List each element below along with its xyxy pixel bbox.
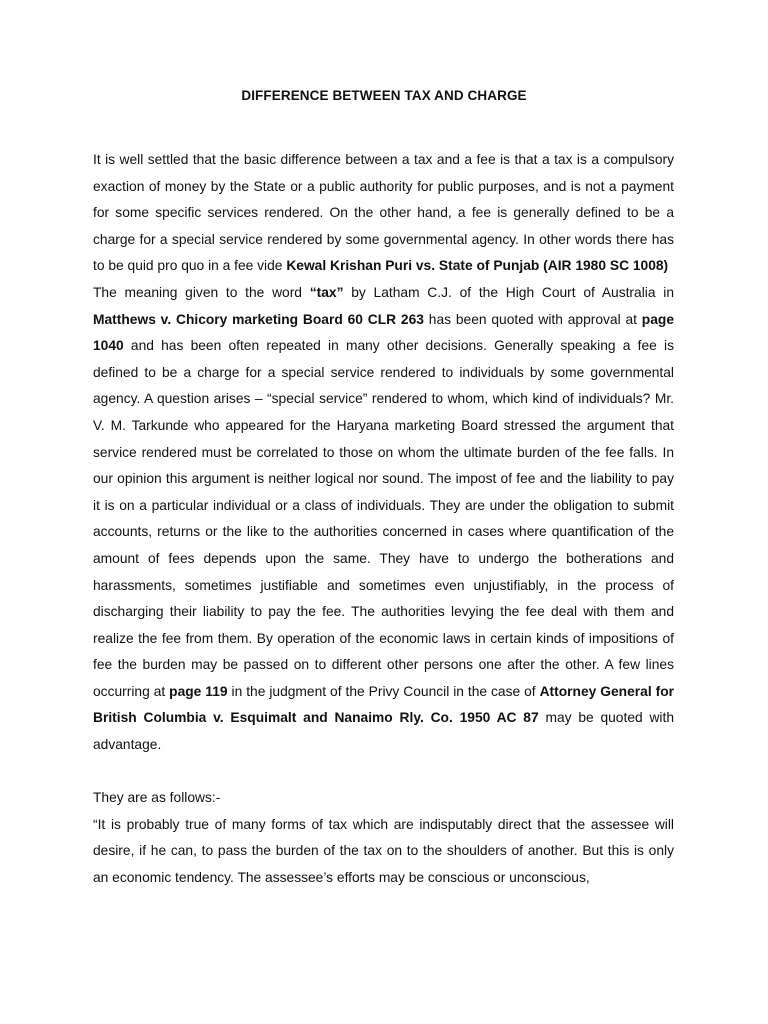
- paragraph-text: It is well settled that the basic difference between a tax and a fee is that a tax is a compulsory exaction of money by the State or a public authority for public purposes, and is not a payment for some specific services rendered. On the other hand, a fee is generally defined to be a charge for a special service rendered by some governmental agency. In other words there has to be quid pro quo in a fee vide: [93, 152, 674, 274]
- paragraph-quotation: “It is probably true of many forms of tax which are indisputably direct that the assessee will desire, if he can, to pass the burden of the tax on to the shoulders of another. But this is only an economic tendency. The assessee’s efforts may be conscious or unconscious,: [93, 816, 674, 886]
- paragraph-text: and has been often repeated in many other decisions. Generally speaking a fee is defined to be a charge for a special service rendered to individuals by some governmental agency. A question arises – “special service” rendered to whom, which kind of individuals? Mr. V. M. Tarkunde who appeared for the Haryana marketing Board stressed the argument that service rendered must be correlated to those on whom the ultimate burden of the fee falls. In our opinion this argument is neither logical nor sound. The impost of fee and the liability to pay it is on a particular individual or a class of individuals. They are under the obligation to submit accounts, returns or the like to the authorities concerned in cases where quantification of the amount of fees depends upon the same. They have to undergo the botherations and harassments, sometimes justifiable and sometimes even unjustifiably, in the process of discharging their liability to pay the fee. The authorities levying the fee deal with them and realize the fee from them. By operation of the economic laws in certain kinds of impositions of fee the burden may be passed on to different other persons one after the other. A few lines occurring at: [93, 338, 674, 699]
- paragraph-tax-vs-fee: [93, 147, 674, 280]
- page-reference-1040: page 1040: [93, 311, 674, 354]
- case-citation-matthews: Matthews v. Chicory marketing Board 60 CLR 263: [93, 311, 424, 327]
- paragraph-text: The meaning given to the word: [93, 284, 310, 300]
- case-citation-kewal-krishan-puri: Kewal Krishan Puri vs. State of Punjab (AIR 1980 SC 1008): [286, 258, 669, 274]
- page-reference-119: page 119: [169, 683, 228, 699]
- paragraph-as-follows: They are as follows:-: [93, 790, 221, 806]
- blank-line: [93, 759, 674, 786]
- document-body: [93, 147, 674, 892]
- paragraph-text: may be quoted with advantage.: [93, 710, 674, 753]
- paragraph-text: in the judgment of the Privy Council in the case of: [227, 683, 540, 699]
- quoted-term-tax: “tax”: [309, 284, 344, 300]
- paragraph-meaning-of-tax: [93, 280, 674, 759]
- document-title: DIFFERENCE BETWEEN TAX AND CHARGE: [241, 88, 527, 103]
- case-citation-attorney-general: Attorney General for British Columbia v. Esquimalt and Nanaimo Rly. Co. 1950 AC 87: [93, 683, 674, 726]
- paragraph-text: has been quoted with approval at: [423, 311, 642, 327]
- paragraph-text: by Latham C.J. of the High Court of Australia in: [343, 284, 674, 300]
